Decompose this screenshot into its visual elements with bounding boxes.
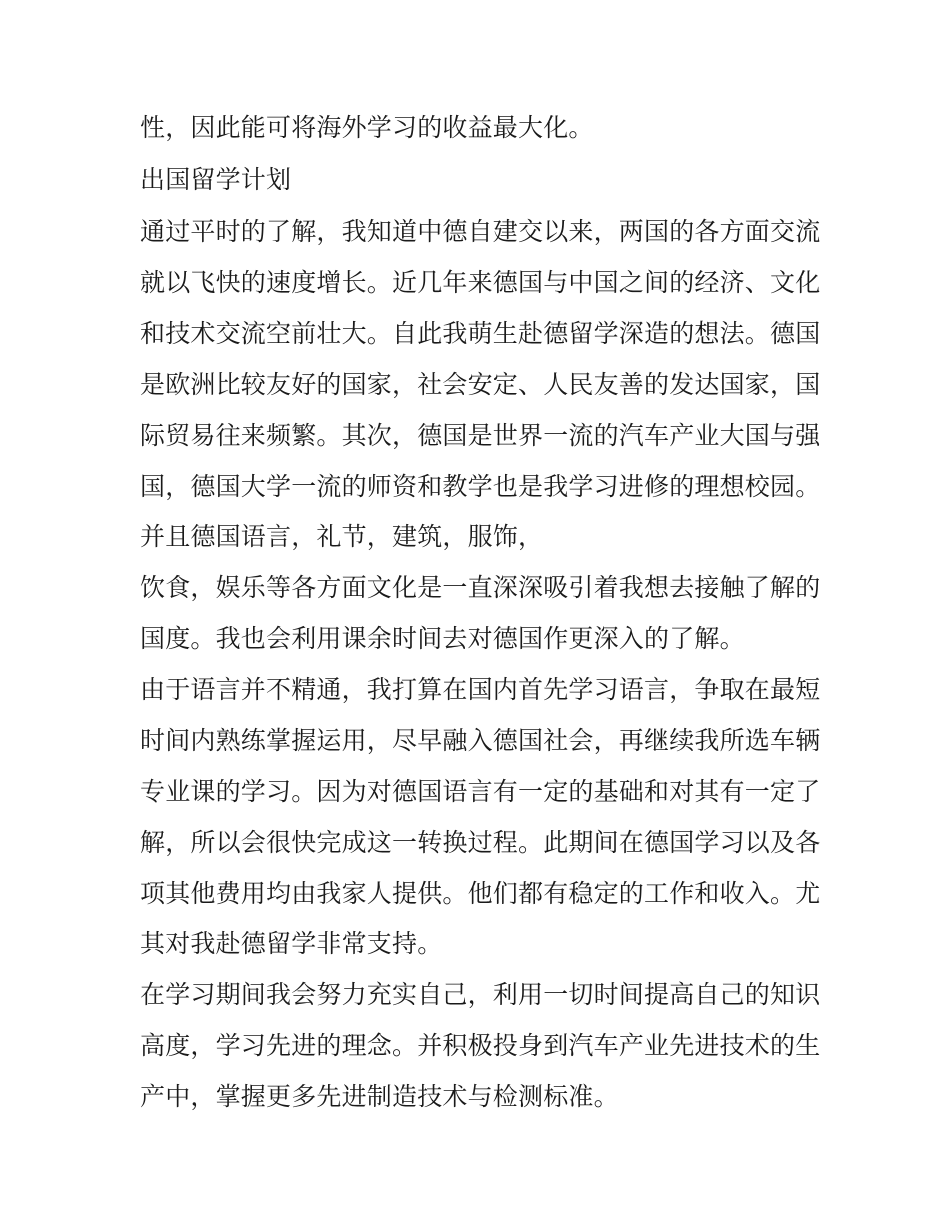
text-line: 在学习期间我会努力充实自己，利用一切时间提高自己的知识 xyxy=(140,980,821,1009)
text-line: 国度。我也会利用课余时间去对德国作更深入的了解。 xyxy=(140,624,745,653)
text-line: 际贸易往来频繁。其次，德国是世界一流的汽车产业大国与强 xyxy=(140,421,821,450)
text-line: 并且德国语言，礼节，建筑，服饰， xyxy=(140,522,544,551)
text-line: 时间内熟练掌握运用，尽早融入德国社会，再继续我所选车辆 xyxy=(140,726,821,755)
text-line: 高度，学习先进的理念。并积极投身到汽车产业先进技术的生 xyxy=(140,1031,821,1060)
text-line: 就以飞快的速度增长。近几年来德国与中国之间的经济、文化 xyxy=(140,268,821,297)
text-line: 性，因此能可将海外学习的收益最大化。 xyxy=(140,113,594,142)
section-heading: 出国留学计划 xyxy=(140,165,292,194)
text-line: 国，德国大学一流的师资和教学也是我学习进修的理想校园。 xyxy=(140,472,821,501)
text-line: 是欧洲比较友好的国家，社会安定、人民友善的发达国家，国 xyxy=(140,370,821,399)
text-line: 其对我赴德留学非常支持。 xyxy=(140,929,443,958)
text-line: 饮食，娱乐等各方面文化是一直深深吸引着我想去接触了解的 xyxy=(140,573,821,602)
text-line: 产中，掌握更多先进制造技术与检测标准。 xyxy=(140,1082,619,1111)
text-line: 和技术交流空前壮大。自此我萌生赴德留学深造的想法。德国 xyxy=(140,319,821,348)
text-line: 通过平时的了解，我知道中德自建交以来，两国的各方面交流 xyxy=(140,217,821,246)
text-line: 专业课的学习。因为对德国语言有一定的基础和对其有一定了 xyxy=(140,777,821,806)
text-line: 由于语言并不精通，我打算在国内首先学习语言，争取在最短 xyxy=(140,675,821,704)
text-line: 项其他费用均由我家人提供。他们都有稳定的工作和收入。尤 xyxy=(140,879,821,908)
text-line: 解，所以会很快完成这一转换过程。此期间在德国学习以及各 xyxy=(140,828,821,857)
